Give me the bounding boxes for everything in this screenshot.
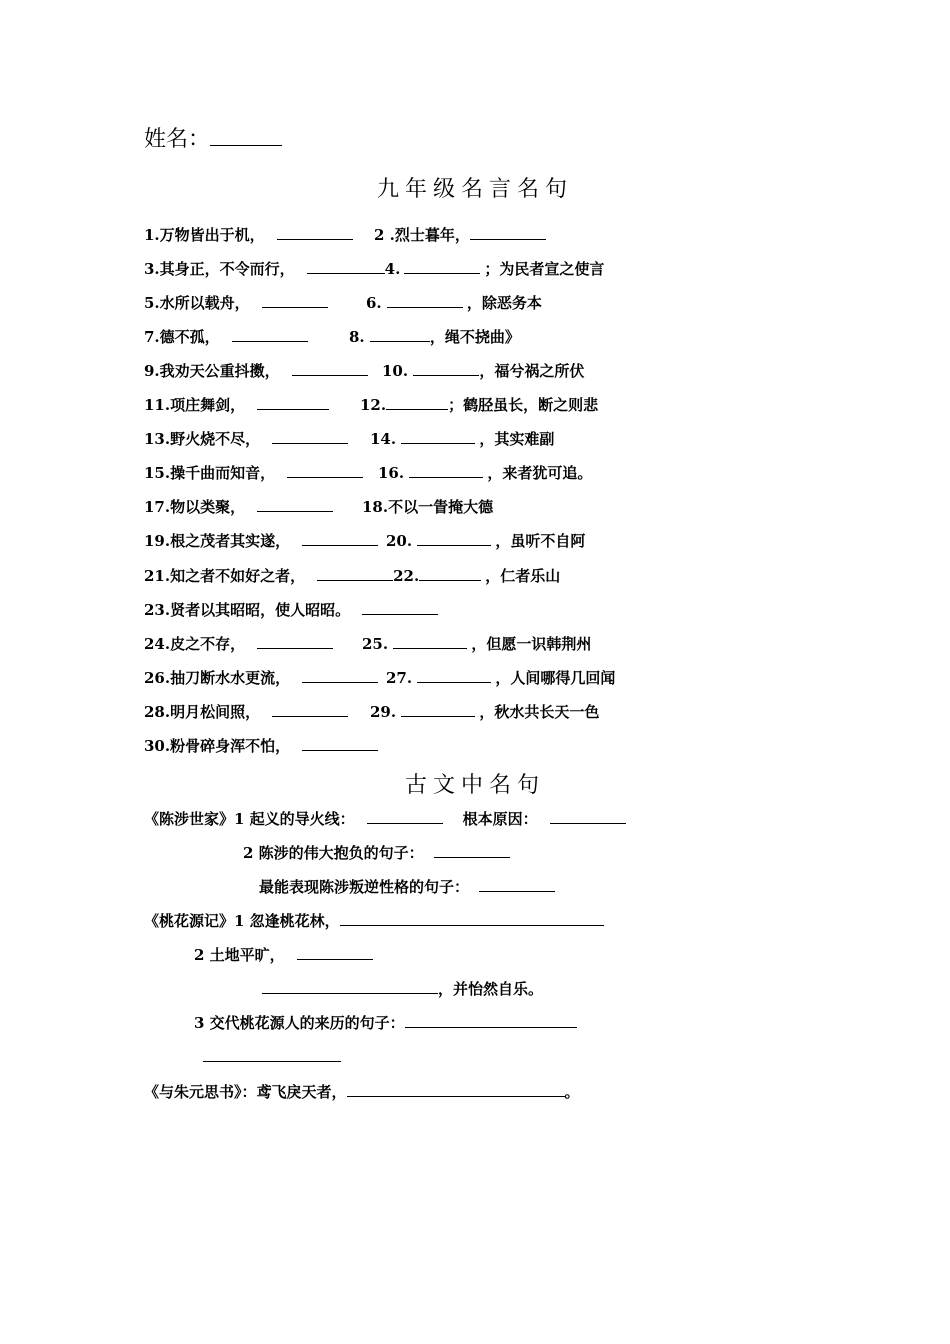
item-text: 8.	[349, 328, 365, 346]
item-text: 《陈涉世家》1 起义的导火线：	[144, 810, 355, 828]
list-item	[144, 461, 844, 485]
item-text: ，绳不挠曲》	[429, 328, 520, 346]
item-text: 13.野火烧不尽，	[144, 430, 261, 448]
list-item	[144, 666, 844, 690]
answer-blank[interactable]	[257, 648, 333, 649]
answer-blank[interactable]	[409, 477, 483, 478]
list-item	[144, 734, 844, 758]
item-text: 26.抽刀断水水更流，	[144, 669, 291, 687]
list-item	[144, 223, 844, 247]
answer-blank[interactable]	[302, 545, 378, 546]
taohua-line-1	[144, 909, 604, 933]
answer-blank[interactable]	[401, 443, 475, 444]
item-text: 7.德不孤，	[144, 328, 220, 346]
ancient-title: 古文中名句	[404, 773, 545, 798]
answer-blank[interactable]	[302, 682, 378, 683]
item-text: 15.操千曲而知音，	[144, 464, 276, 482]
list-item	[144, 427, 844, 451]
item-text: 3 交代桃花源人的来历的句子：	[194, 1014, 405, 1032]
answer-blank[interactable]	[317, 580, 393, 581]
item-text: 29.	[370, 703, 397, 721]
answer-blank[interactable]	[386, 409, 448, 410]
item-text: ；为民者宣之使言	[484, 260, 605, 278]
list-item	[144, 393, 844, 417]
item-text: ，人间哪得几回闻	[495, 669, 616, 687]
item-text: 2 陈涉的伟大抱负的句子：	[243, 844, 424, 862]
item-text: 27.	[386, 669, 413, 687]
answer-blank[interactable]	[257, 511, 333, 512]
answer-blank[interactable]	[287, 477, 363, 478]
item-text: 17.物以类聚，	[144, 498, 246, 516]
item-text: ，其实难副	[479, 430, 555, 448]
answer-blank[interactable]	[401, 716, 475, 717]
answer-blank[interactable]	[262, 993, 438, 994]
item-text: 23.贤者以其昭昭，使人昭昭。	[144, 601, 351, 619]
taohua-line-2	[194, 943, 373, 967]
taohua-line-3	[194, 1011, 577, 1035]
item-text: 24.皮之不存，	[144, 635, 246, 653]
answer-blank[interactable]	[405, 1027, 577, 1028]
item-text: 《桃花源记》1 忽逢桃花林，	[144, 912, 340, 930]
item-text: 30.粉骨碎身浑不怕，	[144, 737, 291, 755]
item-text: 4.	[384, 260, 401, 278]
item-text: 28.明月松间照，	[144, 703, 261, 721]
item-text: 18.不以一眚掩大德	[362, 498, 494, 516]
item-text: ，福兮祸之所伏	[479, 362, 585, 380]
item-text: 20.	[386, 532, 413, 550]
item-text: 5.水所以载舟，	[144, 294, 250, 312]
list-item	[144, 495, 844, 519]
item-text: 21.知之者不如好之者，	[144, 567, 306, 585]
answer-blank[interactable]	[470, 239, 546, 240]
answer-blank[interactable]	[367, 823, 443, 824]
answer-blank[interactable]	[417, 545, 491, 546]
item-text: 11.项庄舞剑，	[144, 396, 246, 414]
chensheshijia-line-2	[243, 841, 510, 865]
answer-blank[interactable]	[413, 375, 479, 376]
answer-blank[interactable]	[232, 341, 308, 342]
answer-blank[interactable]	[387, 307, 463, 308]
item-text: ，并怡然自乐。	[438, 980, 544, 998]
name-blank[interactable]	[210, 145, 282, 146]
name-field	[144, 122, 282, 153]
list-item	[144, 325, 844, 349]
answer-blank[interactable]	[419, 580, 481, 581]
item-text: 1.万物皆出于机，	[144, 226, 265, 244]
item-text: ，但愿一识韩荆州	[471, 635, 592, 653]
item-text: 9.我劝天公重抖擞，	[144, 362, 280, 380]
list-item	[144, 598, 844, 622]
answer-blank[interactable]	[203, 1061, 341, 1062]
list-item	[144, 257, 844, 281]
list-item	[144, 359, 844, 383]
answer-blank[interactable]	[262, 307, 328, 308]
item-text: 10.	[382, 362, 409, 380]
item-text: 25.	[362, 635, 389, 653]
answer-blank[interactable]	[347, 1096, 565, 1097]
taohua-line-3b	[203, 1045, 343, 1069]
item-text: 22.	[393, 567, 420, 585]
answer-blank[interactable]	[302, 750, 378, 751]
item-text: ，秋水共长天一色	[479, 703, 600, 721]
answer-blank[interactable]	[479, 891, 555, 892]
taohua-line-2b	[262, 977, 543, 1001]
answer-blank[interactable]	[434, 857, 510, 858]
answer-blank[interactable]	[292, 375, 368, 376]
answer-blank[interactable]	[272, 443, 348, 444]
answer-blank[interactable]	[362, 614, 438, 615]
answer-blank[interactable]	[340, 925, 604, 926]
list-item	[144, 632, 844, 656]
item-text: 3.其身正，不令而行，	[144, 260, 295, 278]
item-text: ，来者犹可追。	[487, 464, 593, 482]
item-text: 。	[564, 1083, 580, 1101]
answer-blank[interactable]	[257, 409, 329, 410]
list-item	[144, 700, 844, 724]
item-text: ；鹤胫虽长，断之则悲	[448, 396, 599, 414]
answer-blank[interactable]	[417, 682, 491, 683]
item-text: 根本原因：	[462, 810, 538, 828]
chensheshijia-line-1	[144, 807, 626, 831]
item-text: ，除恶务本	[466, 294, 542, 312]
list-item	[144, 529, 844, 553]
item-text: 16.	[378, 464, 405, 482]
item-text: 6.	[366, 294, 382, 312]
item-text: 12.	[360, 396, 387, 414]
answer-blank[interactable]	[277, 239, 353, 240]
item-text: ，虽听不自阿	[495, 532, 586, 550]
zhuyuansi-line	[144, 1080, 580, 1104]
list-item	[144, 291, 844, 315]
list-item	[144, 564, 844, 588]
item-text: ，仁者乐山	[485, 567, 561, 585]
item-text: 《与朱元思书》：鸢飞戾天者，	[144, 1083, 347, 1101]
item-text: 14.	[370, 430, 397, 448]
name-label: 姓名：	[144, 127, 211, 152]
answer-blank[interactable]	[297, 959, 373, 960]
chensheshijia-line-3	[259, 875, 555, 899]
answer-blank[interactable]	[307, 273, 385, 274]
answer-blank[interactable]	[404, 273, 480, 274]
answer-blank[interactable]	[550, 823, 626, 824]
answer-blank[interactable]	[272, 716, 348, 717]
main-title: 九年级名言名句	[376, 177, 573, 202]
item-text: 最能表现陈涉叛逆性格的句子：	[259, 878, 470, 896]
answer-blank[interactable]	[393, 648, 467, 649]
answer-blank[interactable]	[370, 341, 430, 342]
item-text: 19.根之茂者其实遂，	[144, 532, 291, 550]
item-text: 2 .烈士暮年，	[374, 226, 470, 244]
item-text: 2 土地平旷，	[194, 946, 285, 964]
